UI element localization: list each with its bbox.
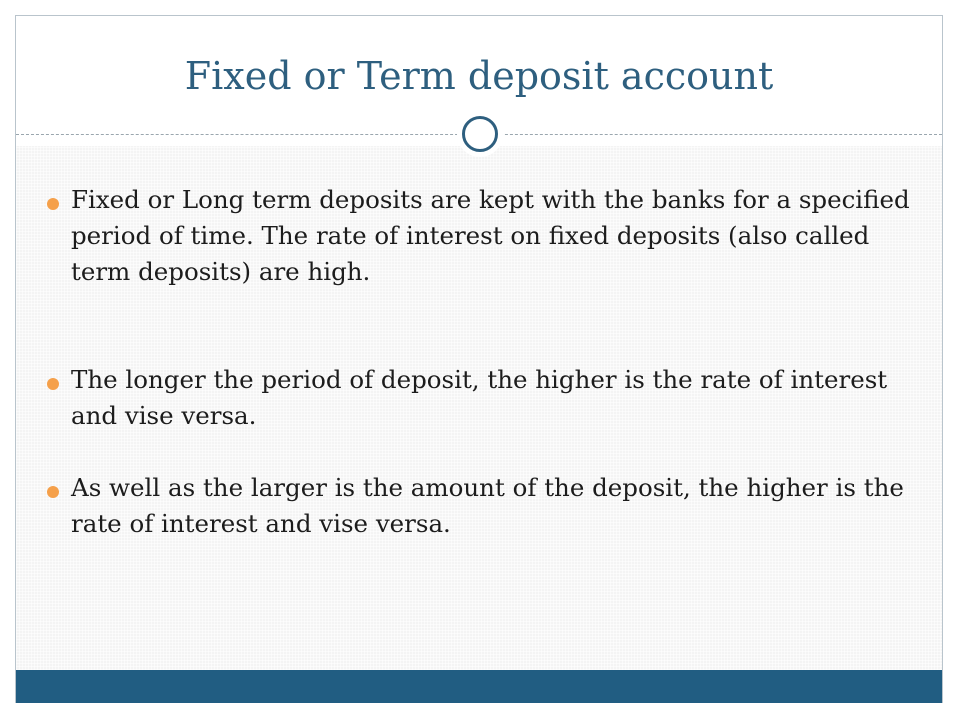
ring-inner [462,116,498,152]
slide-frame [15,15,943,703]
bullet-dot-icon [47,198,59,210]
bullet-text: The longer the period of deposit, the higher is the rate of interest and vise versa. [71,365,888,430]
content-area [16,146,942,670]
bullet-text: Fixed or Long term deposits are kept with the banks for a specified period of time. The rate of interest on fixed deposits (also called term deposits) are high. [71,185,910,286]
bullet-dot-icon [47,486,59,498]
slide-title: Fixed or Term deposit account [184,54,774,98]
footer-bar [16,670,942,703]
ring-ornament-icon [457,111,503,157]
bullet-text: As well as the larger is the amount of the deposit, the higher is the rate of interest and vise versa. [71,473,904,538]
bullet-dot-icon [47,378,59,390]
